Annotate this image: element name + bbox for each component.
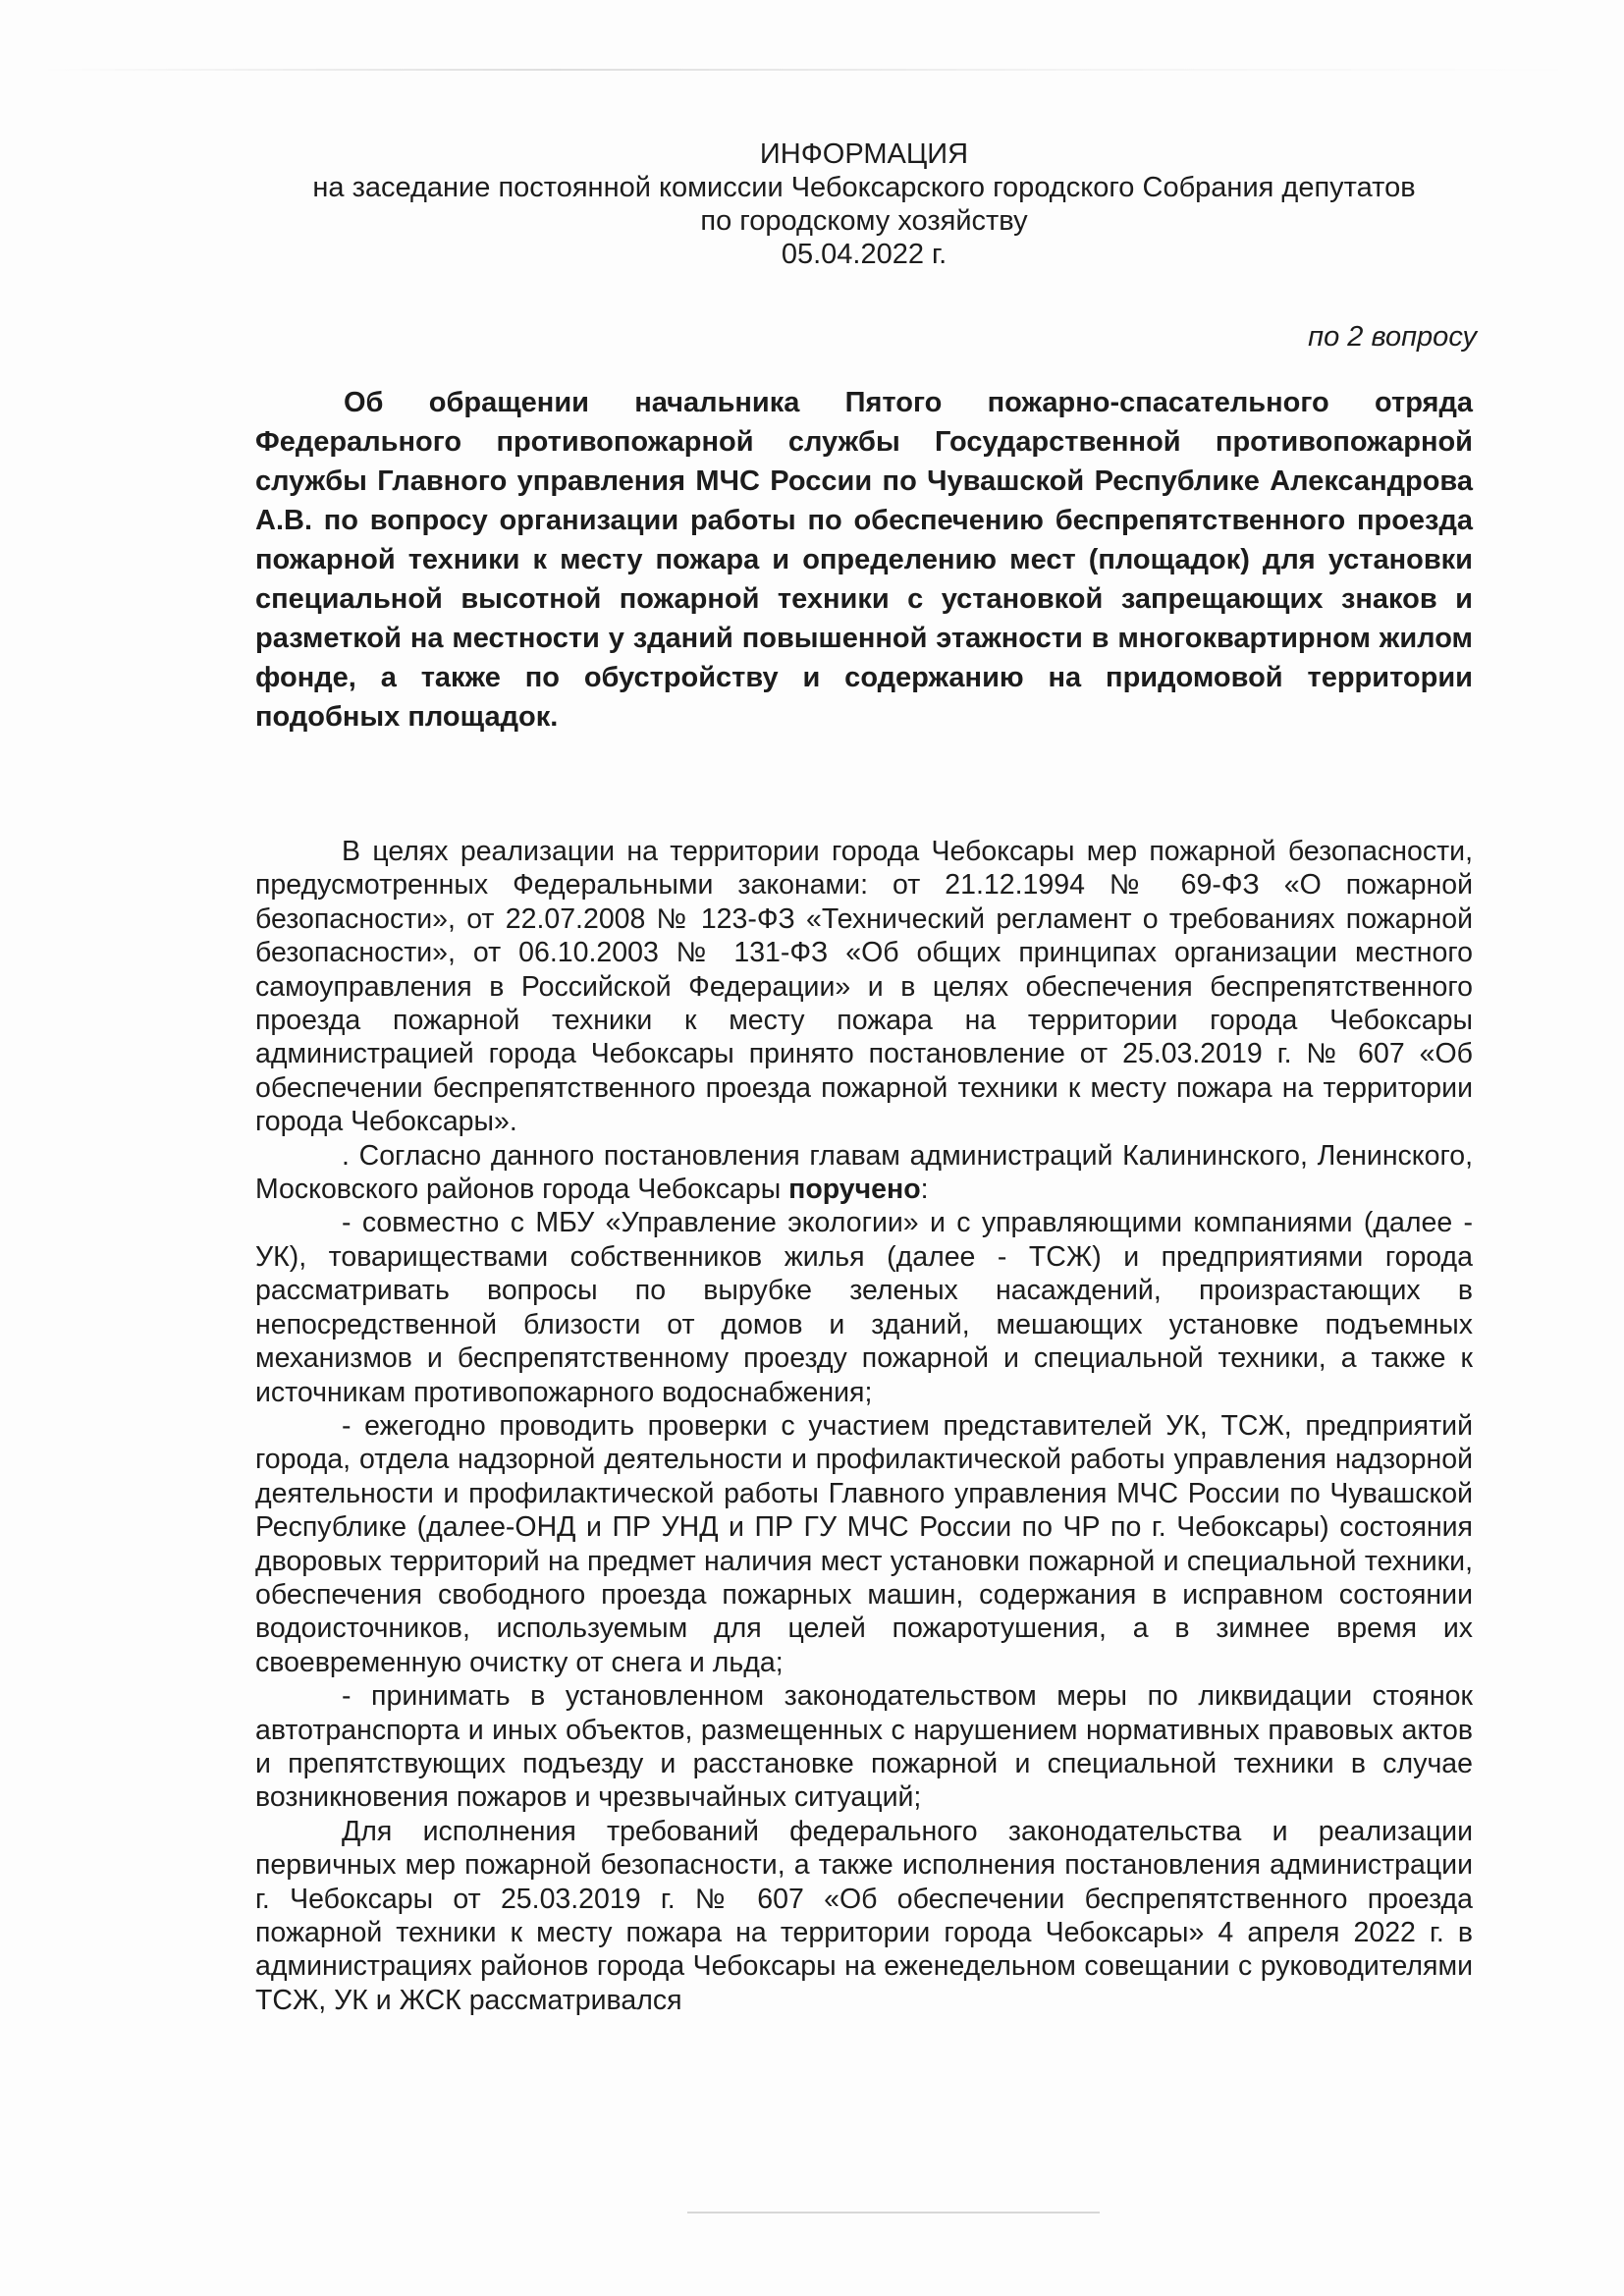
subject-heading: Об обращении начальника Пятого пожарно-спасательного отряда Федерального противопожарной службы Государственной противопожарной службы Главного управления МЧС России по Чувашской Республике Александрова А.В. по вопросу организации работы по обеспечению беспрепятственного проезда пожарной техники к месту пожара и определению мест (площадок) для установки специальной высотной пожарной техники с установкой запрещающих знаков и разметкой на местности у зданий повышенной этажности в многоквартирном жилом фонде, а также по обустройству и содержанию на придомовой территории подобных площадок.: [255, 387, 1473, 733]
list-item-2: - ежегодно проводить проверки с участием представителей УК, ТСЖ, предприятий города, отдела надзорной деятельности и профилактической работы управления надзорной деятельности и профилактической работы Главного управления МЧС России по Чувашской Республике (далее-ОНД и ПР УНД и ПР ГУ МЧС России по ЧР по г. Чебоксары) состояния дворовых территорий на предмет наличия мест установки пожарной и специальной техники, обеспечения свободного проезда пожарных машин, содержания в исправном состоянии водоисточников, используемым для целей пожаротушения, а в зимнее время их своевременную очистку от снега и льда;: [255, 1409, 1473, 1678]
paragraph-2-start: . Согласно данного постановления главам администраций Калининского, Ленинского, Московского районов города Чебоксары: [255, 1139, 1473, 1206]
paragraph-3: Для исполнения требований федерального законодательства и реализации первичных мер пожарной безопасности, а также исполнения постановления администрации г. Чебоксары от 25.03.2019 г. № 607 «Об обеспечении беспрепятственного проезда пожарной техники к месту пожара на территории города Чебоксары» 4 апреля 2022 г. в администрациях районов города Чебоксары на еженедельном совещании с руководителями ТСЖ, УК и ЖСК рассматривался: [255, 1815, 1473, 2016]
paragraph-1: В целях реализации на территории города Чебоксары мер пожарной безопасности, предусмотренных Федеральными законами: от 21.12.1994 № 69-ФЗ «О пожарной безопасности», от 22.07.2008 № 123-ФЗ «Технический регламент о требованиях пожарной безопасности», от 06.10.2003 № 131-ФЗ «Об общих принципах организации местного самоуправления в Российской Федерации» и в целях обеспечения беспрепятственного проезда пожарной техники к месту пожара на территории города Чебоксары администрацией города Чебоксары принято постановление от 25.03.2019 г. № 607 «Об обеспечении беспрепятственного проезда пожарной техники к месту пожара на территории города Чебоксары».: [255, 836, 1473, 1138]
scan-edge-top: [39, 69, 1585, 71]
list-item-1: - совместно с МБУ «Управление экологии» и с управляющими компаниями (далее - УК), товариществами собственников жилья (далее - ТСЖ) и предприятиями города рассматривать вопросы по вырубке зеленых насаждений, произрастающих в непосредственной близости от домов и зданий, мешающих установке подъемных механизмов и беспрепятственному проезду пожарной и специальной техники, а также к источникам противопожарного водоснабжения;: [255, 1207, 1473, 1408]
header-date: 05.04.2022 г.: [781, 239, 947, 270]
document-body: [255, 835, 1473, 2017]
document-header: [196, 137, 1532, 271]
document-title: ИНФОРМАЦИЯ: [759, 138, 969, 170]
header-line-1: на заседание постоянной комиссии Чебоксарского городского Собрания депутатов: [312, 172, 1416, 203]
paragraph-2-end: :: [920, 1174, 929, 1206]
scan-edge-bottom: [687, 2212, 1100, 2214]
question-reference: по 2 вопросу: [1308, 321, 1477, 353]
list-item-3: - принимать в установленном законодательством меры по ликвидации стоянок автотранспорта и иных объектов, размещенных с нарушением нормативных правовых актов и препятствующих подъезду и расстановке пожарной и специальной техники в случае возникновения пожаров и чрезвычайных ситуаций;: [255, 1680, 1473, 1814]
header-line-2: по городскому хозяйству: [700, 205, 1028, 237]
paragraph-2-emphasis: поручено: [788, 1174, 921, 1206]
paragraph-2: [255, 1139, 1473, 1207]
